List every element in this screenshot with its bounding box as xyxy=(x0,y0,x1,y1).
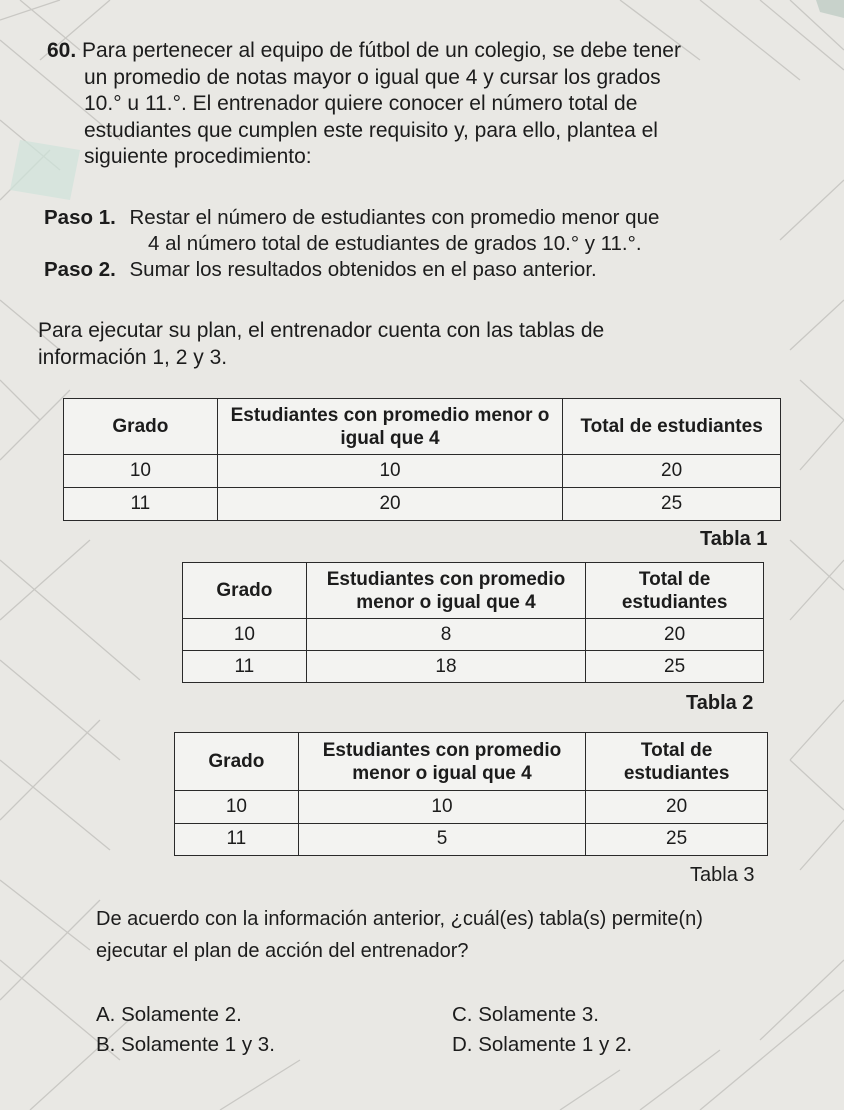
table-cell: 20 xyxy=(586,791,768,824)
table-2-caption: Tabla 2 xyxy=(686,692,754,714)
question-text xyxy=(96,903,836,967)
table-cell: 10 xyxy=(298,791,585,824)
table-cell: 10 xyxy=(175,791,299,824)
table-cell: 10 xyxy=(217,455,562,488)
step1-line-2: 4 al número total de estudiantes de grados 10.° y 11.°. xyxy=(148,232,642,255)
option-b[interactable]: B. Solamente 1 y 3. xyxy=(96,1033,275,1056)
intro-line-2: un promedio de notas mayor o igual que 4 y cursar los grados xyxy=(84,65,661,89)
table-cell: 11 xyxy=(64,488,218,521)
table-1-header-total: Total de estudiantes xyxy=(563,399,781,455)
table-3 xyxy=(174,732,768,856)
intro-line-3: 10.° u 11.°. El entrenador quiere conocer el número total de xyxy=(84,92,638,115)
plan-line-2: información 1, 2 y 3. xyxy=(38,345,228,369)
table-row xyxy=(175,823,768,856)
table-1-header-promedio: Estudiantes con promedio menor o igual que 4 xyxy=(217,399,562,455)
table-cell: 10 xyxy=(183,619,307,651)
table-cell: 20 xyxy=(217,488,562,521)
table-cell: 25 xyxy=(586,651,764,683)
table-row xyxy=(183,619,764,651)
step2-label: Paso 2. xyxy=(44,258,116,281)
table-cell: 11 xyxy=(175,823,299,856)
table-cell: 11 xyxy=(183,651,307,683)
table-2-header-promedio: Estudiantes con promedio menor o igual que 4 xyxy=(306,563,585,619)
option-a[interactable]: A. Solamente 2. xyxy=(96,1003,242,1026)
question-line-2: ejecutar el plan de acción del entrenador? xyxy=(96,940,469,962)
table-cell: 25 xyxy=(563,488,781,521)
table-cell: 20 xyxy=(586,619,764,651)
table-2 xyxy=(182,562,764,683)
table-1-caption: Tabla 1 xyxy=(700,528,768,550)
procedure-steps xyxy=(44,205,834,283)
table-1 xyxy=(63,398,781,521)
problem-number: 60. xyxy=(47,39,77,62)
table-row xyxy=(183,651,764,683)
table-cell: 20 xyxy=(563,455,781,488)
table-row xyxy=(64,455,781,488)
table-2-header-total: Total de estudiantes xyxy=(586,563,764,619)
question-line-1: De acuerdo con la información anterior, ¿cuál(es) tabla(s) permite(n) xyxy=(96,908,703,930)
table-1-header-grado: Grado xyxy=(64,399,218,455)
table-3-header-promedio: Estudiantes con promedio menor o igual que 4 xyxy=(298,733,585,791)
step1-label: Paso 1. xyxy=(44,206,116,229)
table-3-header-grado: Grado xyxy=(175,733,299,791)
table-row xyxy=(175,791,768,824)
intro-line-1: Para pertenecer al equipo de fútbol de un colegio, se debe tener xyxy=(82,39,681,62)
plan-paragraph xyxy=(38,318,838,371)
table-3-header-total: Total de estudiantes xyxy=(586,733,768,791)
problem-statement xyxy=(47,38,837,171)
table-2-header-grado: Grado xyxy=(183,563,307,619)
intro-line-4: estudiantes que cumplen este requisito y, para ello, plantea el xyxy=(84,118,658,142)
table-cell: 10 xyxy=(64,455,218,488)
plan-line-1: Para ejecutar su plan, el entrenador cuenta con las tablas de xyxy=(38,319,605,342)
table-cell: 18 xyxy=(306,651,585,683)
option-d[interactable]: D. Solamente 1 y 2. xyxy=(452,1033,633,1056)
table-cell: 5 xyxy=(298,823,585,856)
step2-text: Sumar los resultados obtenidos en el paso anterior. xyxy=(129,258,597,281)
table-cell: 25 xyxy=(586,823,768,856)
intro-line-5: siguiente procedimiento: xyxy=(84,145,312,168)
table-row xyxy=(64,488,781,521)
option-c[interactable]: C. Solamente 3. xyxy=(452,1003,599,1026)
table-cell: 8 xyxy=(306,619,585,651)
table-3-caption: Tabla 3 xyxy=(690,864,755,886)
step1-line-1: Restar el número de estudiantes con promedio menor que xyxy=(129,206,660,229)
